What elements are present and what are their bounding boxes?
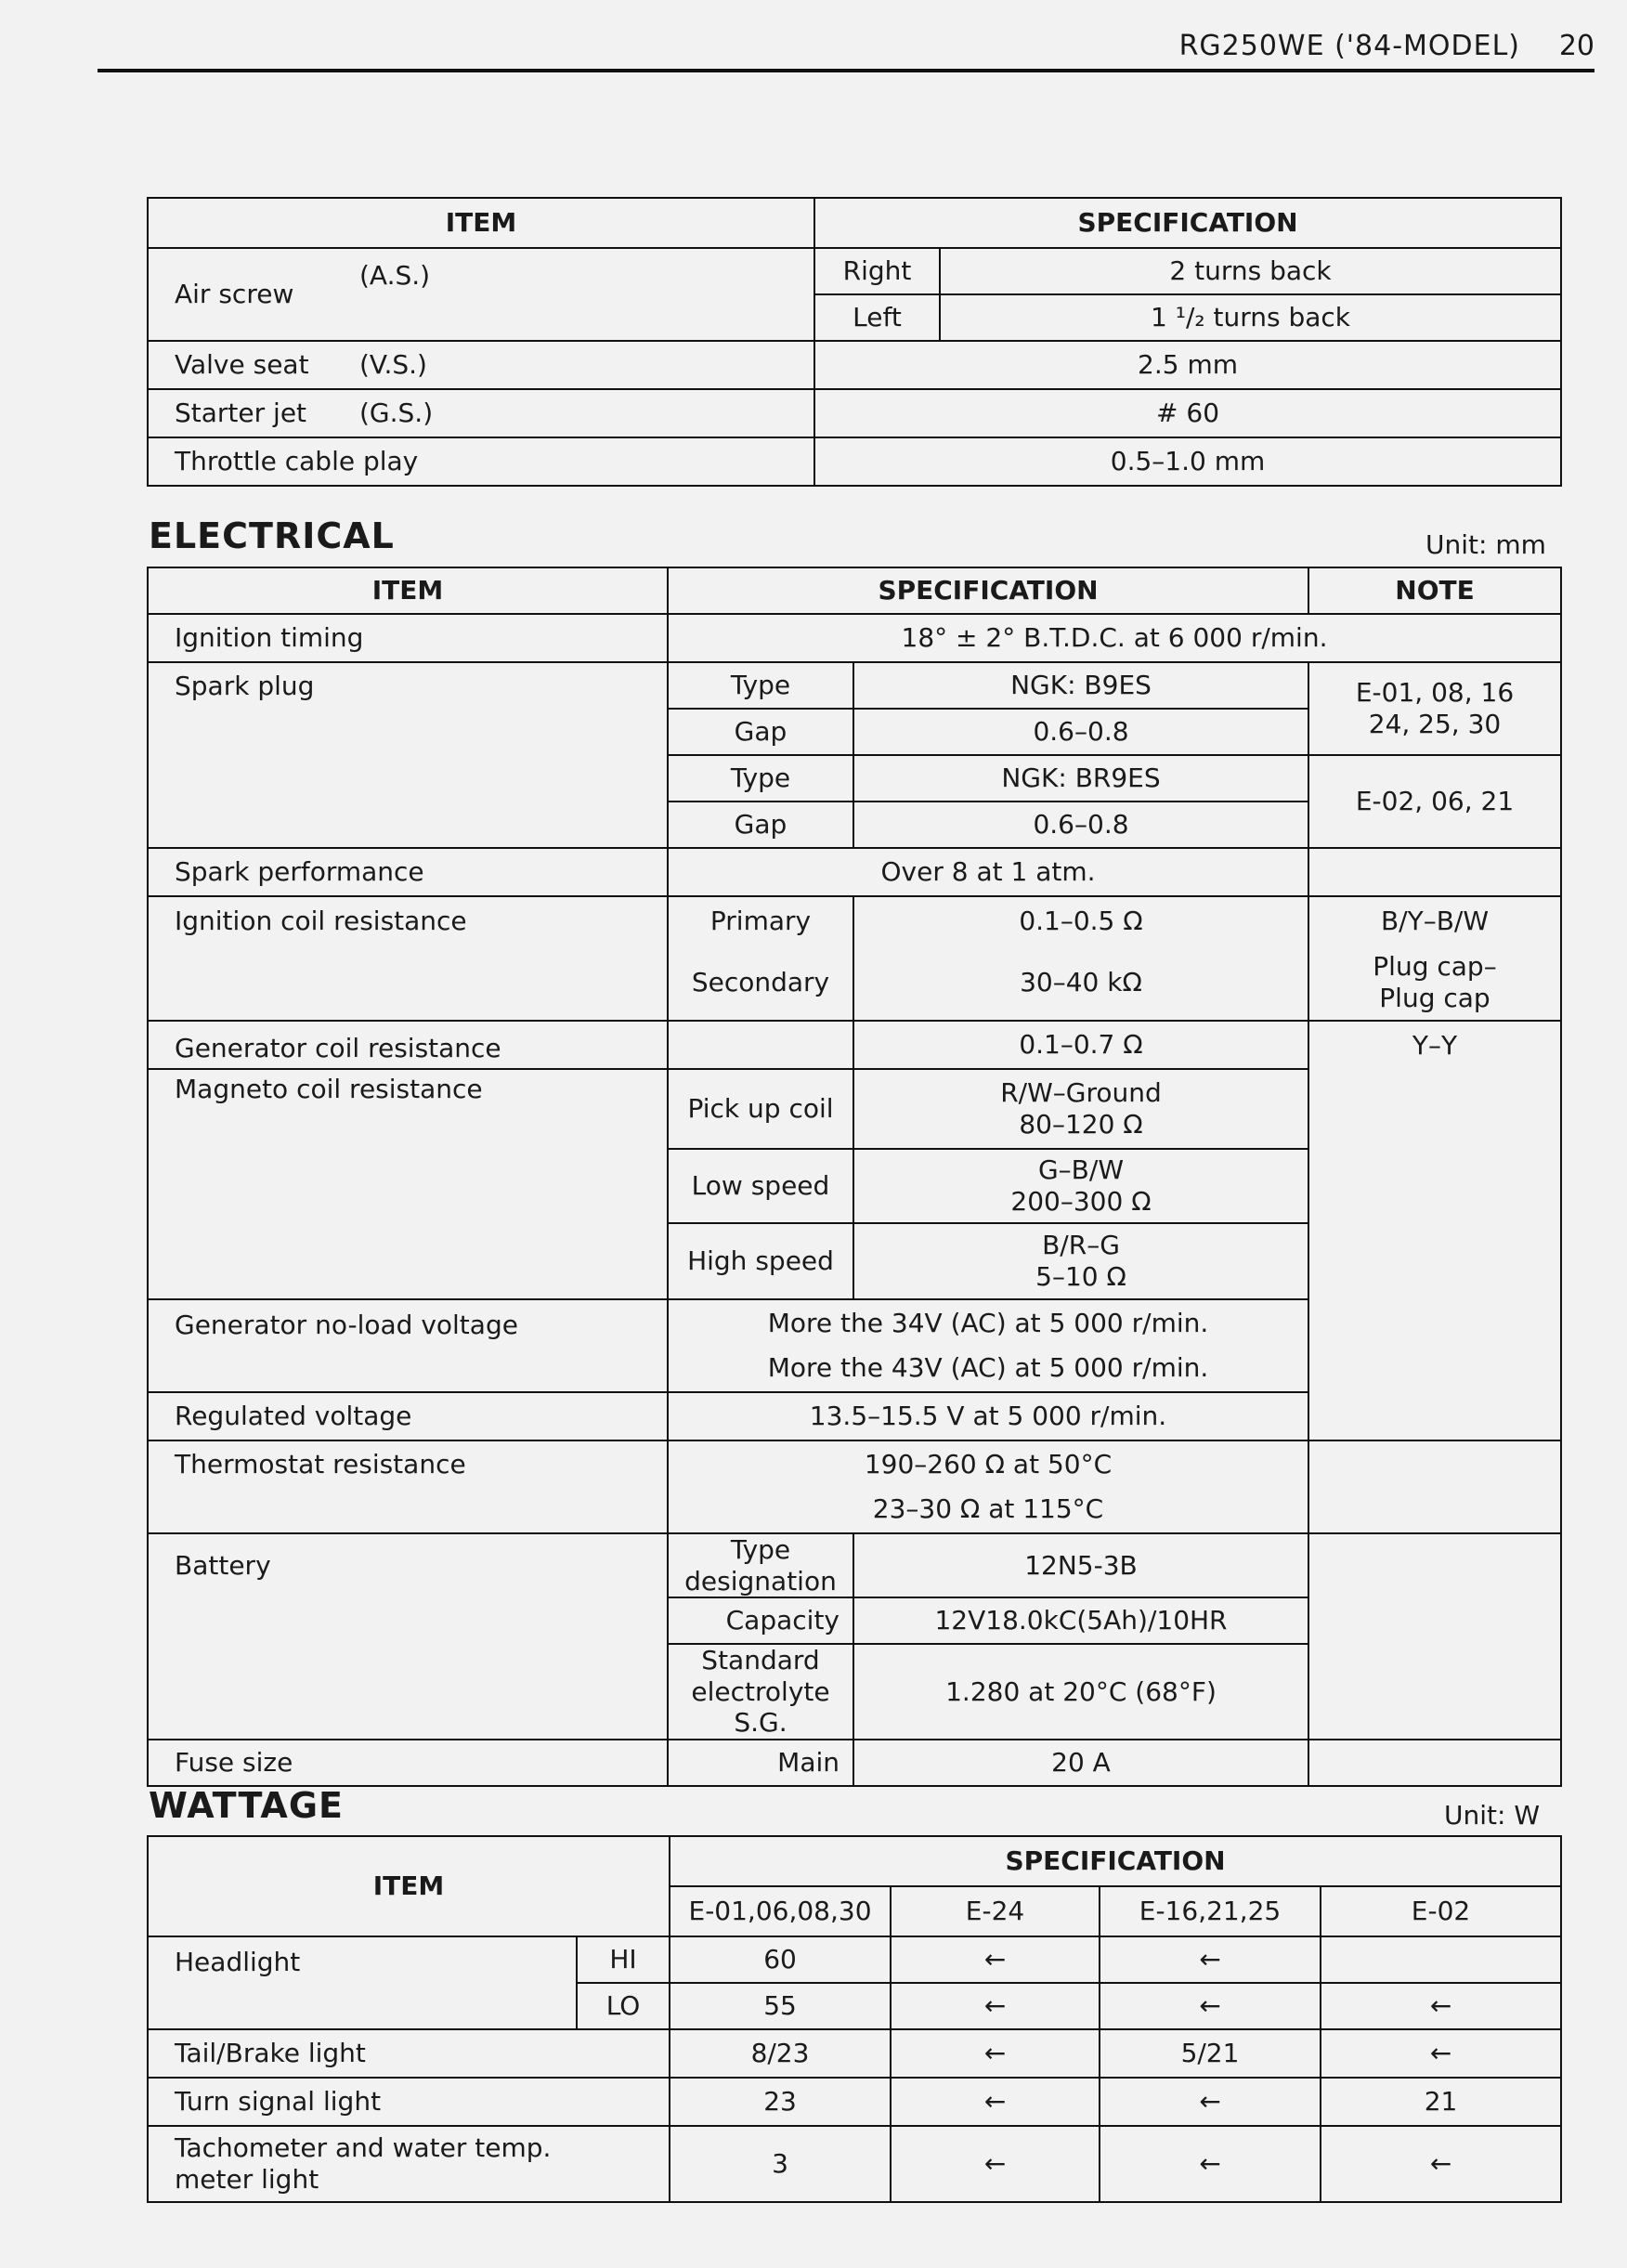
- wattage-col-2: E-24: [891, 1886, 1100, 1936]
- sp1-note: [1308, 662, 1561, 755]
- headlight-label: Headlight: [148, 1936, 577, 2029]
- pickup-coil-value: [853, 1069, 1308, 1149]
- tail-brake-label: Tail/Brake light: [148, 2029, 670, 2078]
- tail-brake-col4: ←: [1321, 2029, 1561, 2078]
- ignition-timing-value: 18° ± 2° B.T.D.C. at 6 000 r/min.: [668, 614, 1561, 662]
- sp1-type-label: Type: [668, 662, 853, 709]
- generator-coil-note: Y–Y: [1308, 1021, 1561, 1069]
- generator-noload-value: [668, 1299, 1308, 1392]
- elec-header-item: ITEM: [148, 567, 668, 614]
- thermostat-value: [668, 1440, 1308, 1533]
- electrolyte-value: 1.280 at 20°C (68°F): [853, 1644, 1308, 1740]
- valve-seat-label: Valve seat: [148, 341, 352, 389]
- wattage-unit: Unit: W: [1444, 1800, 1541, 1831]
- headlight-lo-col3: ←: [1100, 1983, 1321, 2029]
- thermostat-line1: 190–260 Ω at 50°C: [864, 1449, 1113, 1480]
- sp2-gap-value: 0.6–0.8: [853, 802, 1308, 848]
- ignition-timing-label: Ignition timing: [148, 614, 668, 662]
- high-speed-line2: 5–10 Ω: [1035, 1261, 1126, 1292]
- starter-jet-value: # 60: [814, 389, 1561, 437]
- wattage-title: WATTAGE: [149, 1785, 344, 1826]
- tail-brake-value: 8/23: [670, 2029, 891, 2078]
- tachometer-line1: Tachometer and water temp.: [175, 2132, 552, 2164]
- pickup-coil-label: Pick up coil: [668, 1069, 853, 1149]
- pickup-value-line1: R/W–Ground: [1000, 1077, 1162, 1109]
- turn-signal-value: 23: [670, 2078, 891, 2126]
- low-speed-line2: 200–300 Ω: [1010, 1186, 1152, 1217]
- battery-label: Battery: [148, 1533, 668, 1597]
- sp1-note-line1: E-01, 08, 16: [1355, 677, 1515, 709]
- wattage-table: [147, 1835, 1562, 2203]
- low-speed-value: [853, 1149, 1308, 1223]
- tachometer-col3: ←: [1100, 2126, 1321, 2202]
- headlight-hi-col2: ←: [891, 1936, 1100, 1983]
- regulated-voltage-label: Regulated voltage: [148, 1392, 668, 1440]
- sp2-gap-label: Gap: [668, 802, 853, 848]
- tachometer-col4: ←: [1321, 2126, 1561, 2202]
- sp2-type-label: Type: [668, 755, 853, 802]
- carb-header-item: ITEM: [148, 198, 814, 248]
- headlight-hi-label: HI: [577, 1936, 670, 1983]
- spark-performance-label: Spark performance: [148, 848, 668, 896]
- turn-signal-label: Turn signal light: [148, 2078, 670, 2126]
- air-screw-left: Left: [814, 294, 940, 341]
- valve-seat-value: 2.5 mm: [814, 341, 1561, 389]
- generator-coil-label: Generator coil resistance: [148, 1021, 668, 1069]
- tail-brake-col2: ←: [891, 2029, 1100, 2078]
- ignition-coil-label: Ignition coil resistance: [148, 896, 668, 945]
- wattage-col-4: E-02: [1321, 1886, 1561, 1936]
- carburetor-table: [147, 197, 1562, 487]
- noload-line2: More the 43V (AC) at 5 000 r/min.: [767, 1352, 1209, 1383]
- type-designation-label: Type designation: [668, 1533, 853, 1597]
- headlight-hi-col3: ←: [1100, 1936, 1321, 1983]
- electrical-table: [147, 567, 1562, 1787]
- turn-signal-col3: ←: [1100, 2078, 1321, 2126]
- sp1-type-value: NGK: B9ES: [853, 662, 1308, 709]
- air-screw-right-value: 2 turns back: [940, 248, 1561, 294]
- generator-coil-value: 0.1–0.7 Ω: [853, 1021, 1308, 1069]
- magneto-coil-label: Magneto coil resistance: [148, 1069, 668, 1149]
- air-screw-left-value: 1 ¹/₂ turns back: [940, 294, 1561, 341]
- air-screw-right: Right: [814, 248, 940, 294]
- wattage-col-1: E-01,06,08,30: [670, 1886, 891, 1936]
- electrical-title: ELECTRICAL: [149, 515, 395, 556]
- sp1-gap-value: 0.6–0.8: [853, 709, 1308, 755]
- tachometer-value: 3: [670, 2126, 891, 2202]
- sp1-gap-label: Gap: [668, 709, 853, 755]
- regulated-voltage-value: 13.5–15.5 V at 5 000 r/min.: [668, 1392, 1308, 1440]
- high-speed-label: High speed: [668, 1223, 853, 1299]
- wattage-header-spec: SPECIFICATION: [670, 1836, 1561, 1886]
- spark-plug-label: Spark plug: [148, 662, 668, 709]
- headlight-lo-label: LO: [577, 1983, 670, 2029]
- secondary-label: Secondary: [668, 945, 853, 1021]
- type-designation-value: 12N5-3B: [853, 1533, 1308, 1597]
- primary-value: 0.1–0.5 Ω: [853, 896, 1308, 945]
- tachometer-label: [148, 2126, 670, 2202]
- headlight-lo-value: 55: [670, 1983, 891, 2029]
- carb-header-spec: SPECIFICATION: [814, 198, 1561, 248]
- generator-noload-label: Generator no-load voltage: [148, 1299, 668, 1392]
- thermostat-label: Thermostat resistance: [148, 1440, 668, 1533]
- capacity-label: Capacity: [668, 1597, 853, 1644]
- air-screw-label: Air screw: [148, 248, 352, 341]
- primary-label: Primary: [668, 896, 853, 945]
- throttle-label: Throttle cable play: [148, 437, 814, 486]
- page-number: 20: [1558, 30, 1594, 62]
- headlight-lo-col2: ←: [891, 1983, 1100, 2029]
- turn-signal-col2: ←: [891, 2078, 1100, 2126]
- valve-seat-code: (V.S.): [352, 341, 482, 389]
- tail-brake-col3: 5/21: [1100, 2029, 1321, 2078]
- high-speed-line1: B/R–G: [1042, 1230, 1120, 1261]
- throttle-value: 0.5–1.0 mm: [814, 437, 1561, 486]
- page-header: [98, 28, 1594, 72]
- elec-header-note: NOTE: [1308, 567, 1561, 614]
- pickup-value-line2: 80–120 Ω: [1019, 1109, 1143, 1140]
- electrical-unit: Unit: mm: [1425, 529, 1546, 560]
- headlight-hi-value: 60: [670, 1936, 891, 1983]
- thermostat-line2: 23–30 Ω at 115°C: [872, 1493, 1104, 1524]
- secondary-note-line2: Plug cap: [1379, 982, 1490, 1013]
- starter-jet-code: (G.S.): [352, 389, 482, 437]
- low-speed-label: Low speed: [668, 1149, 853, 1223]
- sp2-type-value: NGK: BR9ES: [853, 755, 1308, 802]
- tachometer-line2: meter light: [175, 2164, 319, 2195]
- turn-signal-col4: 21: [1321, 2078, 1561, 2126]
- fuse-main-label: Main: [668, 1740, 853, 1786]
- electrolyte-label: [668, 1644, 853, 1740]
- capacity-value: 12V18.0kC(5Ah)/10HR: [853, 1597, 1308, 1644]
- sp1-note-line2: 24, 25, 30: [1368, 709, 1502, 739]
- fuse-size-label: Fuse size: [148, 1740, 668, 1786]
- electrolyte-line2: electrolyte S.G.: [691, 1675, 830, 1739]
- spark-performance-value: Over 8 at 1 atm.: [668, 848, 1308, 896]
- tachometer-col2: ←: [891, 2126, 1100, 2202]
- wattage-col-3: E-16,21,25: [1100, 1886, 1321, 1936]
- starter-jet-label: Starter jet: [148, 389, 352, 437]
- wattage-header-item: ITEM: [148, 1836, 670, 1936]
- fuse-main-value: 20 A: [853, 1740, 1308, 1786]
- sp2-note: E-02, 06, 21: [1308, 755, 1561, 848]
- elec-header-spec: SPECIFICATION: [668, 567, 1308, 614]
- headlight-lo-col4: ←: [1321, 1983, 1561, 2029]
- air-screw-code: (A.S.): [352, 248, 482, 341]
- secondary-value: 30–40 kΩ: [853, 945, 1308, 1021]
- secondary-note: [1308, 945, 1561, 1021]
- noload-line1: More the 34V (AC) at 5 000 r/min.: [767, 1308, 1209, 1339]
- electrolyte-line1: Standard: [701, 1645, 820, 1676]
- low-speed-line1: G–B/W: [1037, 1154, 1125, 1186]
- high-speed-value: [853, 1223, 1308, 1299]
- model-label: RG250WE ('84-MODEL): [1178, 30, 1520, 62]
- secondary-note-line1: Plug cap–: [1373, 950, 1497, 982]
- primary-note: B/Y–B/W: [1308, 896, 1561, 945]
